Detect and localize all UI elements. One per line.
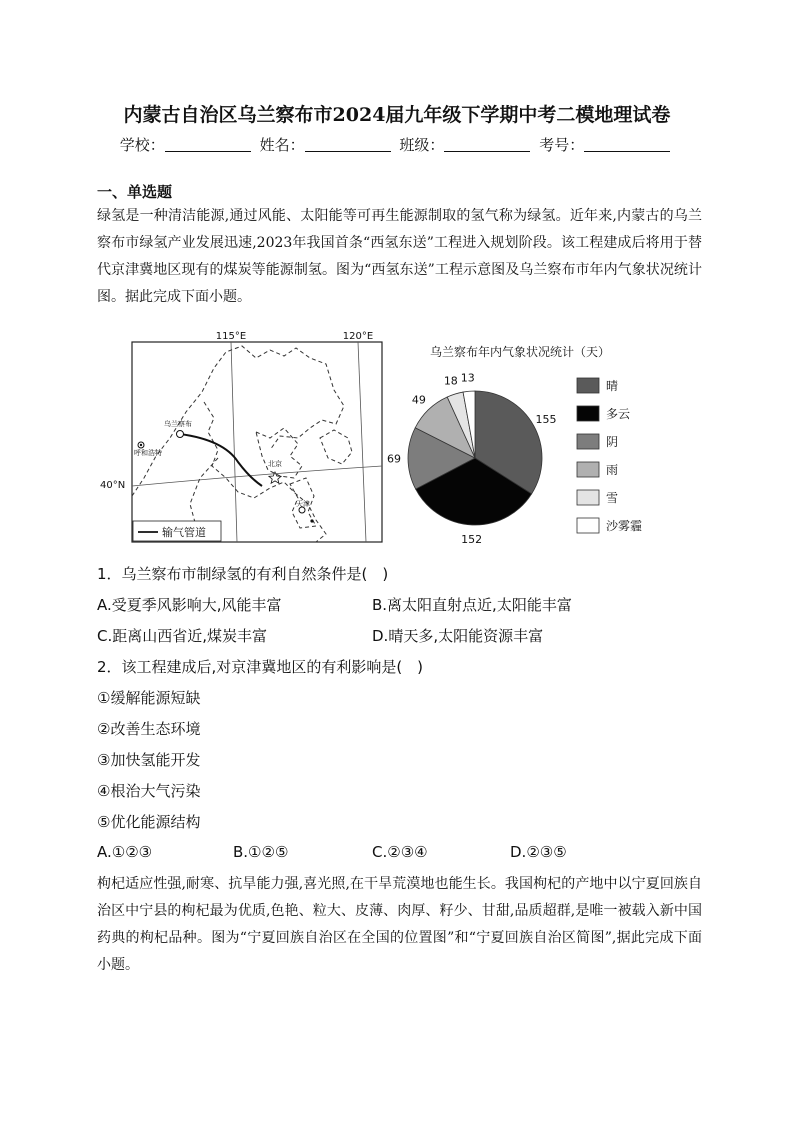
student-info-line [0, 134, 794, 155]
legend-label-3: 雨 [606, 463, 619, 477]
passage-green-hydrogen: 绿氢是一种清洁能源,通过风能、太阳能等可再生能源制取的氢气称为绿氢。近年来,内蒙古的乌兰察布市绿氢产业发展迅速,2023年我国首条“西氢东送”工程进入规划阶段。该工程建成后将用于替代京津冀地区现有的煤炭等能源制氢。图为“西氢东送”工程示意图及乌兰察布市年内气象状况统计图。据此完成下面小题。 [97, 208, 702, 305]
q2-option-d[interactable]: D.②③⑤ [510, 843, 567, 861]
pie-slices [408, 391, 542, 525]
section-heading: 一、单选题 [97, 183, 173, 201]
legend-label-2: 阴 [606, 435, 619, 449]
id-label: 考号： [539, 136, 585, 154]
beijing-label: 北京 [268, 460, 282, 468]
q2-option-c[interactable]: C.②③④ [372, 843, 428, 861]
page-title: 内蒙古自治区乌兰察布市2024届九年级下学期中考二模地理试卷 [123, 104, 671, 126]
school-blank [165, 137, 251, 152]
chart-title: 乌兰察布年内气象状况统计（天） [429, 345, 611, 359]
q1-option-b[interactable]: B.离太阳直射点近,太阳能丰富 [372, 596, 572, 614]
pie-value-label-2: 69 [387, 452, 402, 466]
legend-label-1: 多云 [606, 407, 631, 421]
pie-value-label-4: 18 [443, 374, 458, 388]
passage-goji: 枸杞适应性强,耐寒、抗旱能力强,喜光照,在干旱荒漠地也能生长。我国枸杞的产地中以宁夏回族自治区中宁县的枸杞最为优质,色艳、粒大、皮薄、肉厚、籽少、甘甜,品质超群,是唯一被载入新中国药典的枸杞品种。图为“宁夏回族自治区在全国的位置图”和“宁夏回族自治区简图”,据此完成下面小题。 [97, 876, 702, 973]
pipeline-map [100, 328, 395, 548]
pie-value-label-1: 152 [461, 532, 483, 546]
q2-item-4: ④根治大气污染 [97, 782, 201, 800]
legend-label-5: 沙雾霾 [606, 519, 643, 533]
huhehaote-center [140, 444, 142, 446]
wulanchabu-label: 乌兰察布 [164, 420, 192, 428]
port-dot [310, 519, 313, 522]
legend-label-0: 晴 [606, 379, 619, 393]
map-frame [132, 342, 382, 542]
pie-value-label-5: 13 [460, 371, 475, 385]
q2-option-a[interactable]: A.①②③ [97, 843, 153, 861]
weather-pie-chart [387, 338, 695, 548]
lon-label-115: 115°E [215, 331, 247, 342]
legend-swatch-3 [577, 462, 599, 477]
legend-swatch-1 [577, 406, 599, 421]
huhehaote-label: 呼和浩特 [134, 449, 162, 457]
legend-swatch-2 [577, 434, 599, 449]
name-blank [305, 137, 391, 152]
legend-pipeline-label: 输气管道 [162, 526, 206, 539]
class-blank [444, 137, 530, 152]
class-label: 班级： [399, 136, 445, 154]
pie-value-label-3: 49 [411, 393, 426, 407]
question-2-stem: 2．该工程建成后,对京津冀地区的有利影响是( ) [97, 658, 424, 676]
question-1-stem: 1．乌兰察布市制绿氢的有利自然条件是( ) [97, 565, 389, 583]
q2-item-2: ②改善生态环境 [97, 720, 201, 738]
q2-item-1: ①缓解能源短缺 [97, 689, 201, 707]
q2-item-3: ③加快氢能开发 [97, 751, 201, 769]
q2-item-5: ⑤优化能源结构 [97, 813, 201, 831]
wulanchabu-marker [177, 431, 184, 438]
legend-swatch-0 [577, 378, 599, 393]
lon-label-120: 120°E [342, 331, 374, 342]
school-label: 学校： [119, 136, 165, 154]
pie-value-label-0: 155 [535, 412, 557, 426]
pie-legend [577, 378, 642, 533]
legend-swatch-5 [577, 518, 599, 533]
q1-option-c[interactable]: C.距离山西省近,煤炭丰富 [97, 627, 268, 645]
tianjin-label: 天津 [296, 500, 310, 508]
legend-label-4: 雪 [606, 491, 619, 505]
legend-swatch-4 [577, 490, 599, 505]
name-label: 姓名： [259, 136, 305, 154]
id-blank [584, 137, 670, 152]
lat-label-40: 40°N [100, 480, 126, 491]
q2-option-b[interactable]: B.①②⑤ [233, 843, 289, 861]
q1-option-a[interactable]: A.受夏季风影响大,风能丰富 [97, 596, 282, 614]
q1-option-d[interactable]: D.晴天多,太阳能资源丰富 [372, 627, 544, 645]
